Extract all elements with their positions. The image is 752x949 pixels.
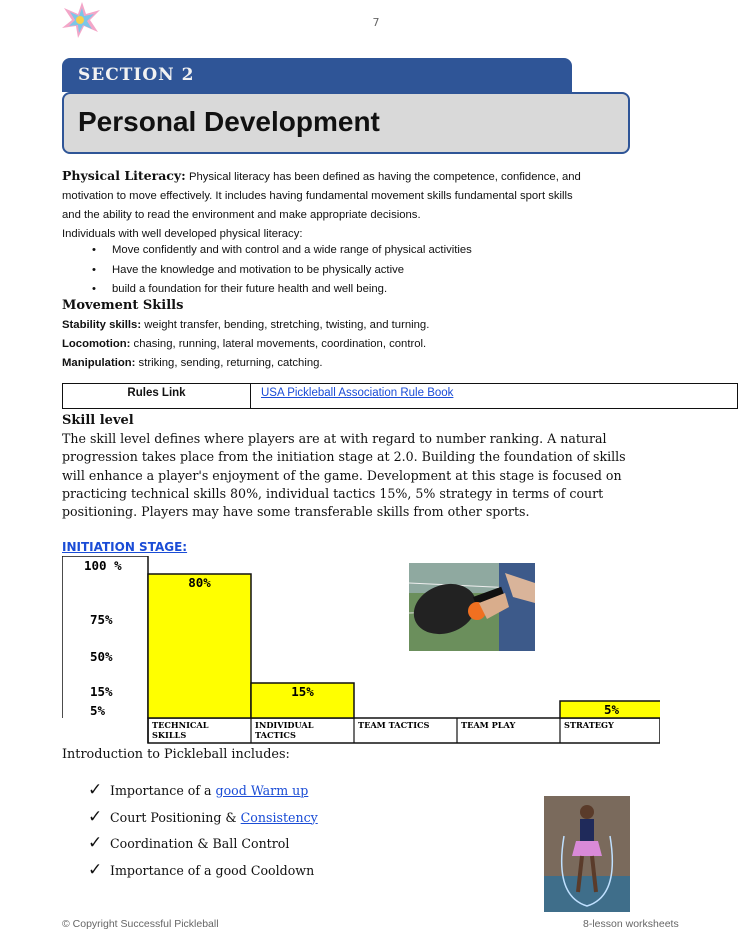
- check-icon: ✓: [88, 833, 103, 853]
- section-tab-label: SECTION 2: [78, 65, 195, 85]
- jump-rope-athlete-photo: [544, 796, 630, 912]
- item-text: Importance of a: [110, 783, 216, 798]
- item-text: Court Positioning &: [110, 809, 241, 825]
- item-text: Coordination & Ball Control: [110, 836, 290, 851]
- x-tick-label: TEAM TACTICS: [358, 720, 430, 730]
- rules-link-label: Rules Link: [63, 384, 251, 408]
- y-tick-label: 75%: [90, 612, 113, 627]
- list-item: [88, 780, 318, 807]
- list-item: [88, 833, 318, 860]
- skill-text: weight transfer, bending, stretching, twisting, and turning.: [141, 319, 430, 331]
- x-tick-label: TEAM PLAY: [461, 720, 516, 730]
- data-label: 5%: [603, 702, 620, 717]
- skill-level-paragraph: [62, 430, 722, 521]
- check-icon: ✓: [88, 859, 103, 880]
- footer-series: 8-lesson worksheets: [583, 918, 679, 930]
- page-number: 7: [372, 16, 380, 29]
- skill-text: chasing, running, lateral movements, coordination, control.: [130, 338, 427, 350]
- list-item: [62, 316, 702, 335]
- list-item: [62, 354, 702, 373]
- check-icon: ✓: [88, 780, 103, 800]
- intro-checklist: [88, 780, 318, 886]
- skill-label: Locomotion:: [62, 338, 131, 350]
- list-item: [88, 860, 318, 887]
- movement-skills-list: [62, 316, 702, 373]
- text-line: The skill level defines where players are at with regard to number ranking. A natural: [62, 431, 607, 446]
- pl-line: and the ability to read the environment and make appropriate decisions.: [62, 209, 421, 221]
- pl-line: Individuals with well developed physical literacy:: [62, 228, 303, 240]
- physical-literacy-bullets: [92, 241, 692, 300]
- list-item: [88, 807, 318, 834]
- list-item: • build a foundation for their future health and well being.: [92, 280, 692, 300]
- x-tick-label: INDIVIDUAL TACTICS: [255, 720, 314, 740]
- rules-link-table: [62, 383, 738, 409]
- list-item: [62, 335, 702, 354]
- warm-up-link[interactable]: good Warm up: [215, 783, 309, 798]
- footer-copyright: © Copyright Successful Pickleball: [62, 918, 219, 930]
- y-tick-label: 5%: [90, 703, 106, 718]
- check-icon: ✓: [88, 806, 103, 827]
- y-tick-label: 50%: [90, 649, 113, 664]
- physical-literacy-paragraph: [62, 166, 702, 244]
- skill-distribution-chart: [62, 556, 660, 744]
- x-tick-label: TECHNICAL SKILLS: [152, 720, 209, 740]
- pickleball-paddle-photo: [409, 563, 535, 651]
- text-line: practicing technical skills 80%, individual tactics 15%, 5% strategy in terms of court: [62, 485, 604, 501]
- text-line: progression takes place from the initiation stage at 2.0. Building the foundation of skills: [62, 449, 626, 465]
- data-label: 15%: [291, 684, 314, 699]
- pl-line: motivation to move effectively. It includes having fundamental movement skills fundamental sport skills: [62, 190, 573, 202]
- consistency-link[interactable]: Consistency: [240, 809, 318, 825]
- list-item: • Have the knowledge and motivation to be physically active: [92, 261, 692, 281]
- list-item: • Move confidently and with control and a wide range of physical activities: [92, 241, 692, 261]
- skill-label: Manipulation:: [62, 357, 136, 369]
- initiation-stage-link[interactable]: INITIATION STAGE:: [62, 540, 188, 554]
- skill-label: Stability skills:: [62, 319, 142, 331]
- text-line: will enhance a player's enjoyment of the game. Development at this stage is focused on: [62, 467, 622, 483]
- skill-text: striking, sending, returning, catching.: [135, 357, 323, 369]
- page-title: Personal Development: [78, 106, 380, 137]
- bar: [148, 574, 251, 718]
- y-tick-label: 15%: [90, 684, 113, 699]
- rules-book-link[interactable]: USA Pickleball Association Rule Book: [261, 387, 454, 399]
- section-tab: [62, 58, 572, 92]
- item-text: Importance of a good Cooldown: [110, 862, 315, 878]
- y-tick-label: 100 %: [84, 558, 122, 573]
- skill-level-heading: Skill level: [62, 413, 134, 428]
- movement-skills-heading: Movement Skills: [62, 298, 184, 313]
- data-label: 80%: [188, 575, 211, 590]
- text-line: positioning. Players may have some transferable skills from other sports.: [62, 504, 530, 520]
- pl-line: Physical literacy has been defined as having the competence, confidence, and: [188, 171, 581, 183]
- section-title-box: [62, 92, 630, 154]
- intro-heading: Introduction to Pickleball includes:: [62, 747, 290, 762]
- x-tick-label: STRATEGY: [564, 720, 614, 730]
- physical-literacy-heading: Physical Literacy:: [62, 168, 186, 183]
